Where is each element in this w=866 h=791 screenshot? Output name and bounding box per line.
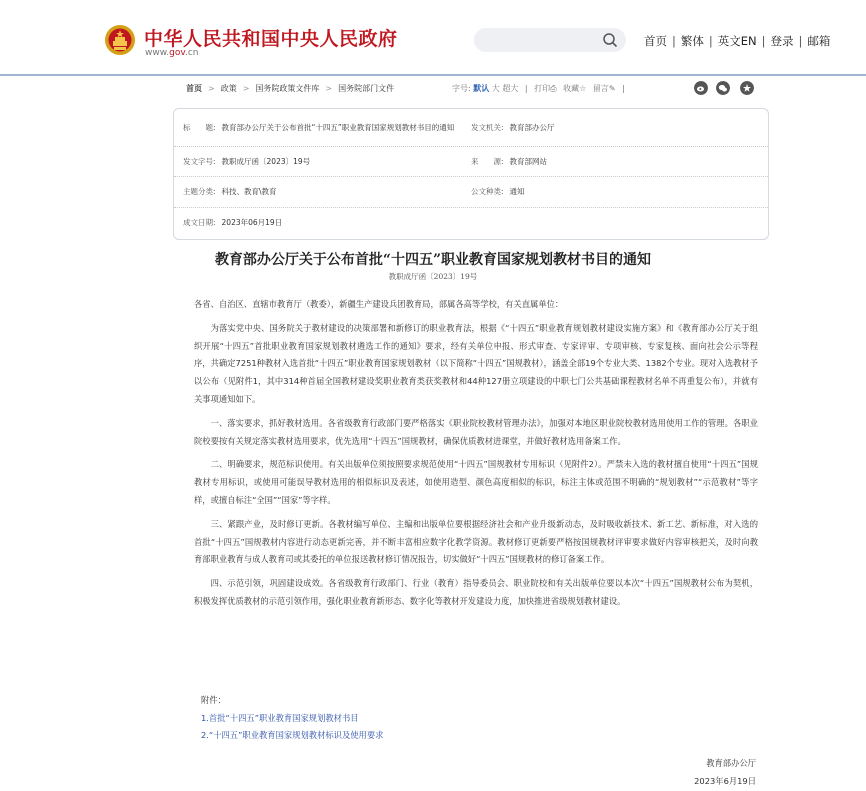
paragraph-1: 一、落实要求，抓好教材选用。各省级教育行政部门要严格落实《职业院校教材管理办法》，加强对本地区职业院校教材选用使用工作的管理。各职业院校要按有关规定落实教材选用要求，优先选用“十四五”国规教材，确保优质教材进课堂，并做好教材选用备案工作。 [194,417,758,446]
paragraph-2: 二、明确要求，规范标识使用。有关出版单位须按照要求规范使用“十四五”国规教材专用标识（见附件2）。严禁未入选的教材擅自使用“十四五”国规教材专用标识，或使用可能误导教材选用的相似标识及表述，如使用造型、颜色高度相似的标识，标注主体或范围不明确的“规划教材”“示范教材”等字样，或擅自标注“全国”“国家”等字样。 [194,459,758,505]
meta-topic-label: 主题分类: [183,187,216,196]
meta-source-value: 教育部网站 [509,156,548,166]
nav-home[interactable]: 首页 [644,34,667,48]
site-url-gov: gov [169,48,185,58]
toolbar-divider-2: | [622,84,625,93]
meta-docno-label: 发文字号: [183,156,216,166]
meta-row-title [174,109,768,147]
font-default-button[interactable]: 默认 [473,84,490,93]
favorite-share-icon[interactable] [740,81,754,95]
nav-mail[interactable]: 邮箱 [807,34,831,48]
font-xlarge-button[interactable]: 超大 [502,84,519,93]
site-url-suffix: .cn [184,48,199,58]
paragraph-4: 四、示范引领，巩固建设成效。各省级教育行政部门、行业（教育）指导委员会、职业院校和有关出版单位要以本次“十四五”国规教材公布为契机，积极发挥优质教材的示范引领作用，强化职业教育新形态、数字化等教材开发建设力度，加快推进省级规划教材建设。 [194,578,758,606]
font-large-button[interactable]: 大 [491,84,500,93]
breadcrumb: 首页 > 政策 > 国务院政策文件库 > 国务院部门文件 [186,84,395,93]
site-header [0,0,866,76]
meta-row-docno [174,146,768,177]
nav-traditional[interactable]: 繁体 [680,34,704,48]
toolbar-divider: | [524,84,528,93]
signature-block [660,755,756,790]
breadcrumb-home[interactable]: 首页 [186,84,202,93]
paragraph-intro: 为落实党中央、国务院关于教材建设的决策部署和新修订的职业教育法，根据《“十四五”职业教育规划教材建设实施方案》和《教育部办公厅关于组织开展“十四五”首批职业教育国家规划教材遴选工作的通知》要求，经有关单位申报、形式审查、专家评审、专项审核、专家复核、面向社会公示等程序，共确定7251种教材入选首批“十四五”职业教育国家规划教材（以下简称“十四五”国规教材），涵盖全部19个专业大类、1382个专业。现对入选教材予以公布（见附件1，其中314种首届全国教材建设奖职业教育类获奖教材和44种127册立项建设的中职七门公共基础课程教材名单不再重复公布），并就有关事项通知如下。 [194,322,758,404]
meta-type-label: 公文种类: [471,187,504,196]
meta-title-value: 教育部办公厅关于公布首批“十四五”职业教育国家规划教材书目的通知 [221,123,455,132]
collect-button[interactable]: 收藏 [563,84,580,93]
salutation: 各省、自治区、直辖市教育厅（教委），新疆生产建设兵团教育局，部属各高等学校，有关直属单位： [194,299,564,309]
article-toolbar [452,83,625,94]
site-url [145,48,199,58]
breadcrumb-policy[interactable]: 政策 [220,84,237,93]
meta-row-topic [174,176,768,208]
breadcrumb-library[interactable]: 国务院政策文件库 [255,84,320,93]
national-emblem-icon[interactable] [104,24,136,56]
search-icon[interactable] [602,32,618,48]
signer: 教育部办公厅 [706,758,756,768]
nav-english[interactable]: 英文EN [717,34,757,48]
font-size-label: 字号: [452,84,471,93]
meta-issuer-label: 发文机关: [471,123,504,132]
attachments-label: 附件： [201,695,226,705]
document-number: 教职成厅函〔2023〕19号 [388,272,478,281]
meta-issuer-value: 教育部办公厅 [509,123,555,132]
meta-source-label: 来 源: [471,156,504,166]
wechat-share-icon[interactable] [716,81,730,95]
document-metadata-table [173,108,769,240]
top-nav: 首页 | 繁体 | 英文EN | 登录 | 邮箱 [644,34,831,48]
attachments [201,692,383,745]
site-url-prefix: www. [145,48,170,58]
comment-button[interactable]: 留言 [592,84,609,93]
sign-date: 2023年6月19日 [694,775,756,786]
printer-icon[interactable]: ⎙ [550,84,557,93]
meta-row-date [174,207,768,238]
page-title: 教育部办公厅关于公布首批“十四五”职业教育国家规划教材书目的通知 [214,252,652,268]
search-box[interactable] [474,28,626,52]
meta-date-label: 成文日期: [183,218,216,227]
nav-login[interactable]: 登录 [770,34,794,48]
breadcrumb-dept-docs[interactable]: 国务院部门文件 [338,84,395,93]
site-title[interactable]: 中华人民共和国中央人民政府 [144,28,398,50]
pencil-icon[interactable]: ✎ [608,84,616,93]
meta-title-label: 标 题: [183,123,216,132]
meta-date-value: 2023年06月19日 [221,218,283,227]
print-button[interactable]: 打印 [534,84,551,93]
meta-type-value: 通知 [509,187,525,196]
meta-docno-value: 教职成厅函〔2023〕19号 [221,156,311,166]
paragraph-3: 三、紧跟产业，及时修订更新。各教材编写单位、主编和出版单位要根据经济社会和产业升级新动态，及时吸收新技术、新工艺、新标准，对入选的首批“十四五”国规教材内容进行动态更新完善，并不断丰富相应数字化教学资源。教材修订更新要严格按国规教材评审要求做好内容审核把关，及时向教育部职业教育与成人教育司或其委托的单位报送教材修订情况报告，切实做好“十四五”国规教材的修订备案工作。 [194,518,758,565]
star-icon[interactable]: ☆ [579,84,587,93]
attachment-link-2[interactable]: 2.“十四五”职业教育国家规划教材标识及使用要求 [201,730,384,740]
meta-topic-value: 科技、教育\教育 [221,187,277,196]
attachment-link-1[interactable]: 1.首批“十四五”职业教育国家规划教材书目 [201,712,359,723]
document-body [194,296,758,617]
weibo-share-icon[interactable] [694,81,708,95]
